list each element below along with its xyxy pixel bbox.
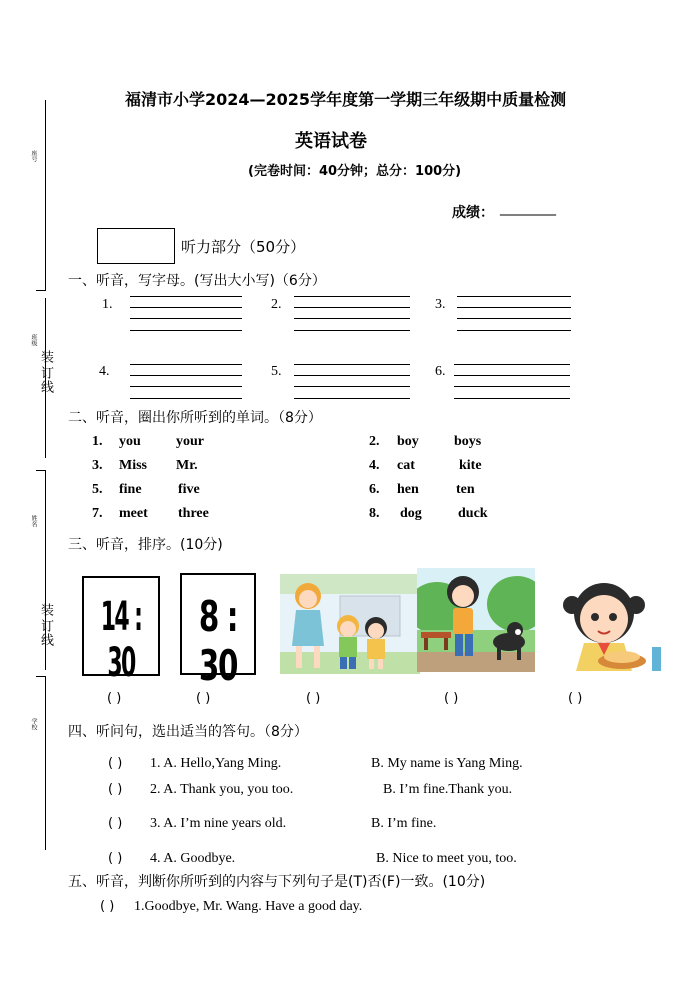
q4-option-b-4: B. Nice to meet you, too.	[376, 851, 517, 866]
margin-line-4	[45, 676, 46, 850]
tf-sentence-1: 1.Goodbye, Mr. Wang. Have a good day.	[134, 899, 363, 914]
order-paren-3[interactable]: ( )	[306, 691, 321, 706]
s2-word-b: your	[176, 434, 204, 449]
margin-tick	[36, 470, 46, 471]
section4-title: 四、听问句，选出适当的答句。（8分）	[68, 724, 308, 740]
s2-word-b: five	[178, 482, 200, 497]
q4-option-a-3: 3. A. I’m nine years old.	[150, 816, 287, 831]
s2-num: 7.	[92, 506, 103, 521]
exam-subject: 英语试卷	[295, 131, 367, 152]
clock-time-1: 14 : 30	[100, 594, 142, 686]
section3-title: 三、听音，排序。(10分)	[68, 537, 223, 553]
s1-num-5: 5.	[271, 364, 282, 379]
listening-title: 听力部分（50分）	[181, 238, 306, 256]
s2-word-a: boy	[397, 434, 419, 449]
writing-lines-6	[454, 364, 570, 400]
section1-title: 一、听音，写字母。(写出大小写)（6分）	[68, 273, 326, 289]
order-paren-1[interactable]: ( )	[107, 691, 122, 706]
s2-num: 3.	[92, 458, 103, 473]
q4-option-a-4: 4. A. Goodbye.	[150, 851, 236, 866]
margin-label-seat: 座号	[30, 150, 37, 162]
answer-paren-4[interactable]: ( )	[108, 851, 123, 866]
s2-word-a: Miss	[119, 458, 147, 473]
clock-picture-2	[180, 573, 256, 690]
s2-num: 5.	[92, 482, 103, 497]
margin-label-class: 班级	[30, 334, 37, 346]
writing-lines-3	[457, 296, 571, 332]
s2-word-a: you	[119, 434, 141, 449]
writing-lines-5	[294, 364, 410, 400]
writing-lines-4	[130, 364, 242, 400]
girl-eating-picture	[554, 577, 661, 671]
exam-title: 福清市小学2024—2025学年度第一学期三年级期中质量检测	[125, 90, 567, 109]
s2-num: 1.	[92, 434, 103, 449]
margin-word-xian: 线	[38, 380, 53, 393]
score-label: 成绩：	[452, 205, 494, 221]
margin-word-xian: 线	[38, 633, 53, 646]
s1-num-3: 3.	[435, 297, 446, 312]
s2-num: 8.	[369, 506, 380, 521]
writing-lines-2	[294, 296, 410, 332]
q4-option-a-1: 1. A. Hello,Yang Ming.	[150, 756, 282, 771]
s2-word-a: cat	[397, 458, 415, 473]
s2-word-a: meet	[119, 506, 148, 521]
s2-word-a: dog	[400, 506, 422, 521]
s2-num: 6.	[369, 482, 380, 497]
s2-word-b: boys	[454, 434, 482, 449]
answer-paren-2[interactable]: ( )	[108, 782, 123, 797]
score-box	[97, 228, 175, 264]
margin-word-ding: 订	[38, 366, 53, 379]
s2-word-b: kite	[459, 458, 482, 473]
s2-num: 4.	[369, 458, 380, 473]
margin-line-1	[45, 100, 46, 290]
s2-word-a: fine	[119, 482, 142, 497]
order-paren-2[interactable]: ( )	[196, 691, 211, 706]
answer-paren-3[interactable]: ( )	[108, 816, 123, 831]
order-paren-5[interactable]: ( )	[568, 691, 583, 706]
q4-option-a-2: 2. A. Thank you, you too.	[150, 782, 294, 797]
answer-paren-1[interactable]: ( )	[108, 756, 123, 771]
family-picture	[280, 574, 420, 674]
tf-paren-1[interactable]: ( )	[100, 899, 115, 914]
s2-word-b: three	[178, 506, 209, 521]
s1-num-1: 1.	[102, 297, 113, 312]
section2-title: 二、听音，圈出你所听到的单词。（8分）	[68, 410, 322, 426]
q4-option-b-1: B. My name is Yang Ming.	[371, 756, 523, 771]
margin-label-school: 学校	[30, 718, 37, 730]
order-paren-4[interactable]: ( )	[444, 691, 459, 706]
s2-word-a: hen	[397, 482, 419, 497]
q4-option-b-3: B. I’m fine.	[371, 816, 437, 831]
s2-word-b: Mr.	[176, 458, 198, 473]
margin-word-zhuang: 装	[38, 603, 53, 616]
exam-info: (完卷时间：40分钟；总分：100分)	[248, 164, 462, 179]
s1-num-4: 4.	[99, 364, 110, 379]
clock-picture-1	[82, 576, 160, 686]
margin-tick	[36, 676, 46, 677]
margin-tick	[36, 290, 46, 291]
clock-time-2: 8 : 30	[198, 592, 238, 690]
section5-title: 五、听音，判断你所听到的内容与下列句子是(T)否(F)一致。(10分)	[68, 874, 486, 890]
s2-word-b: duck	[458, 506, 488, 521]
s2-num: 2.	[369, 434, 380, 449]
s1-num-6: 6.	[435, 364, 446, 379]
s2-word-b: ten	[456, 482, 475, 497]
margin-word-zhuang: 装	[38, 350, 53, 363]
margin-label-name: 姓名	[30, 515, 37, 527]
girl-dog-picture	[417, 568, 535, 672]
writing-lines-1	[130, 296, 242, 332]
score-blank: ________	[500, 200, 556, 216]
s1-num-2: 2.	[271, 297, 282, 312]
margin-word-ding: 订	[38, 619, 53, 632]
q4-option-b-2: B. I’m fine.Thank you.	[383, 782, 513, 797]
